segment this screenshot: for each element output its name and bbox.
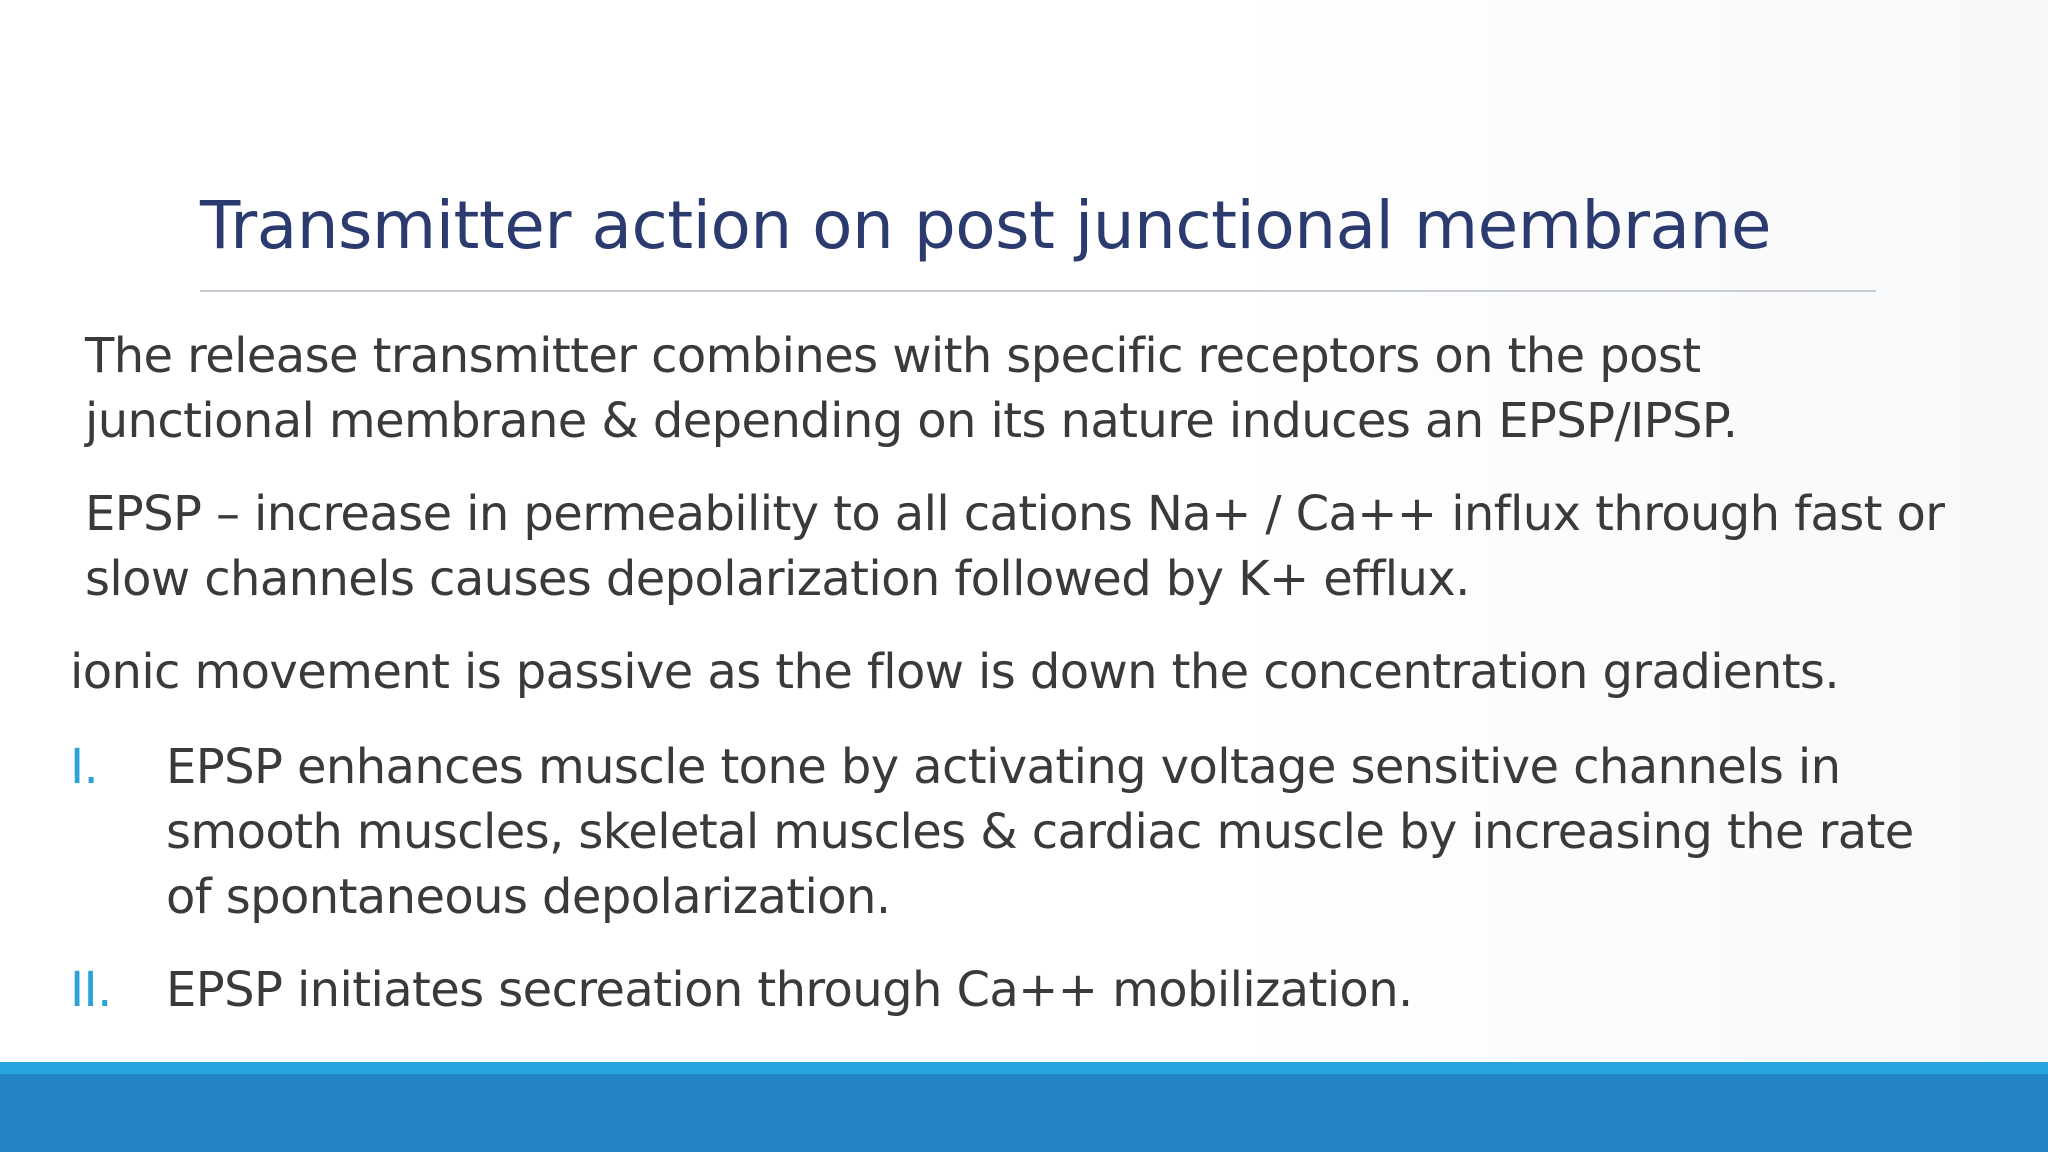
- title-divider: [200, 290, 1876, 292]
- paragraph-line: The release transmitter combines with specific receptors on the post: [85, 328, 1701, 384]
- list-item-text: [166, 735, 1914, 930]
- paragraph-line: EPSP – increase in permeability to all cations Na+ / Ca++ influx through fast or: [85, 486, 1945, 542]
- list-marker: II.: [70, 962, 112, 1018]
- list-item-line: of spontaneous depolarization.: [166, 869, 891, 925]
- paragraph-release-transmitter: [85, 324, 1737, 454]
- list-marker: I.: [70, 739, 99, 795]
- list-item-line: EPSP enhances muscle tone by activating voltage sensitive channels in: [166, 739, 1841, 795]
- paragraph-line: slow channels causes depolarization followed by K+ efflux.: [85, 551, 1470, 607]
- paragraph-line: junctional membrane & depending on its nature induces an EPSP/IPSP.: [85, 393, 1738, 449]
- paragraph-epsp-permeability: [85, 482, 1944, 612]
- footer-accent-stripe: [0, 1062, 2048, 1074]
- slide-title: Transmitter action on post junctional membrane: [200, 187, 1771, 264]
- list-item-text: [166, 958, 1413, 1023]
- paragraph-ionic-movement: [70, 640, 1839, 705]
- list-item-line: smooth muscles, skeletal muscles & cardiac muscle by increasing the rate: [166, 804, 1914, 860]
- list-item-line: EPSP initiates secreation through Ca++ mobilization.: [166, 962, 1413, 1018]
- paragraph-line: ionic movement is passive as the flow is down the concentration gradients.: [70, 644, 1839, 700]
- footer-bar: [0, 1074, 2048, 1152]
